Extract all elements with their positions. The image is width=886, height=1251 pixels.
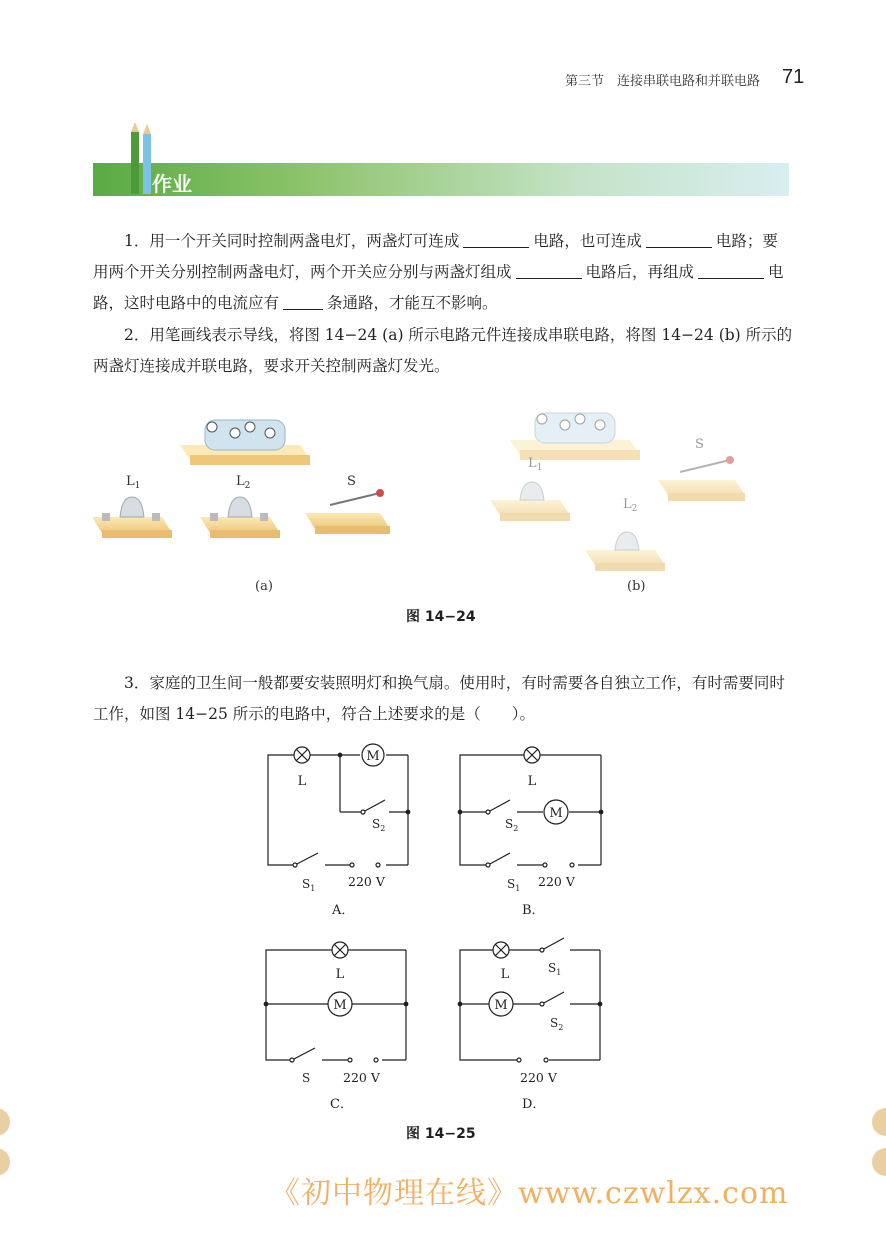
svg-text:S2: $S_2$: [372, 817, 386, 833]
svg-text:M: M: [549, 806, 563, 821]
figure-14-24: [90, 405, 790, 595]
svg-text:L2: $L_2$: [236, 474, 251, 491]
svg-text:L1: $L_1$: [528, 456, 543, 473]
svg-text:S: S: [347, 474, 356, 489]
circuit-d: [458, 938, 602, 1112]
blank[interactable]: [698, 263, 764, 280]
svg-text:S: S: [302, 1071, 311, 1085]
svg-text:M: M: [494, 998, 508, 1013]
decor-circle: [0, 1148, 10, 1176]
svg-text:L: L: [335, 967, 345, 982]
svg-text:220 V: 220 V: [348, 874, 385, 889]
svg-text:(a): (a): [255, 579, 273, 594]
svg-text:S: S: [695, 437, 704, 452]
figure-14-25: [260, 740, 610, 1120]
figure-14-25-caption: 图 14−25: [406, 1126, 476, 1142]
battery-box-a: [180, 420, 310, 465]
question-3: 3．家庭的卫生间一般都要安装照明灯和换气扇。使用时，有时需要各自独立工作，有时需要同时工作，如图 14−25 所示的电路中，符合上述要求的是（ ）。: [93, 674, 785, 723]
decor-circle: [0, 1108, 10, 1136]
svg-text:220 V: 220 V: [520, 1070, 557, 1085]
svg-text:L2: $L_2$: [623, 497, 638, 514]
switch-a: [305, 489, 390, 534]
lamp-a-1: [92, 497, 172, 538]
circuit-b: [458, 747, 603, 918]
svg-text:S1: $S_1$: [302, 877, 316, 893]
switch-b: [658, 456, 745, 501]
blank[interactable]: [516, 263, 582, 280]
decor-circle: [872, 1108, 886, 1136]
svg-text:D．: D．: [522, 1097, 546, 1112]
lamp-a-2: [200, 497, 280, 538]
homework-banner: [93, 163, 789, 196]
decor-circle: [872, 1148, 886, 1176]
svg-text:S2: $S_2$: [505, 817, 519, 833]
lamp-b-2: [585, 532, 665, 571]
svg-text:220 V: 220 V: [538, 874, 575, 889]
svg-text:B．: B．: [522, 903, 545, 918]
svg-text:220 V: 220 V: [343, 1070, 380, 1085]
svg-text:C．: C．: [330, 1097, 353, 1112]
blank[interactable]: [646, 232, 712, 249]
battery-box-b: [510, 413, 640, 460]
svg-text:M: M: [333, 998, 347, 1013]
svg-text:L1: $L_1$: [126, 474, 141, 491]
svg-text:S1: $S_1$: [548, 961, 562, 977]
blank[interactable]: [283, 294, 323, 311]
svg-text:S1: $S_1$: [507, 877, 521, 893]
svg-text:A．: A．: [332, 903, 355, 918]
svg-text:L: L: [500, 967, 510, 982]
circuit-c: [264, 942, 408, 1112]
section-title: 第三节 连接串联电路和并联电路: [565, 74, 761, 89]
svg-text:M: M: [366, 749, 380, 764]
circuit-a: [268, 744, 410, 918]
banner-title: 作业: [152, 172, 192, 196]
blank[interactable]: [463, 232, 529, 249]
page-number: 71: [782, 66, 805, 88]
watermark: 《初中物理在线》www.czwlzx.com: [270, 1176, 789, 1211]
lamp-b-1: [490, 482, 570, 521]
svg-text:L: L: [297, 774, 307, 789]
svg-text:S2: $S_2$: [550, 1016, 564, 1032]
svg-text:(b): (b): [627, 579, 646, 594]
figure-14-24-caption: 图 14−24: [406, 609, 476, 625]
svg-text:L: L: [527, 774, 537, 789]
question-2: 2．用笔画线表示导线，将图 14−24 (a) 所示电路元件连接成串联电路，将图 14−24 (b) 所示的两盏灯连接成并联电路，要求开关控制两盏灯发光。: [93, 326, 793, 375]
question-1: 1．用一个开关同时控制两盏电灯，两盏灯可连成 电路，也可连成 电路；要用两个开关分别控制两盏电灯，两个开关应分别与两盏灯组成 电路后，再组成 电路，这时电路中的电流应有 条通路，才能互不影响。: [93, 232, 784, 312]
